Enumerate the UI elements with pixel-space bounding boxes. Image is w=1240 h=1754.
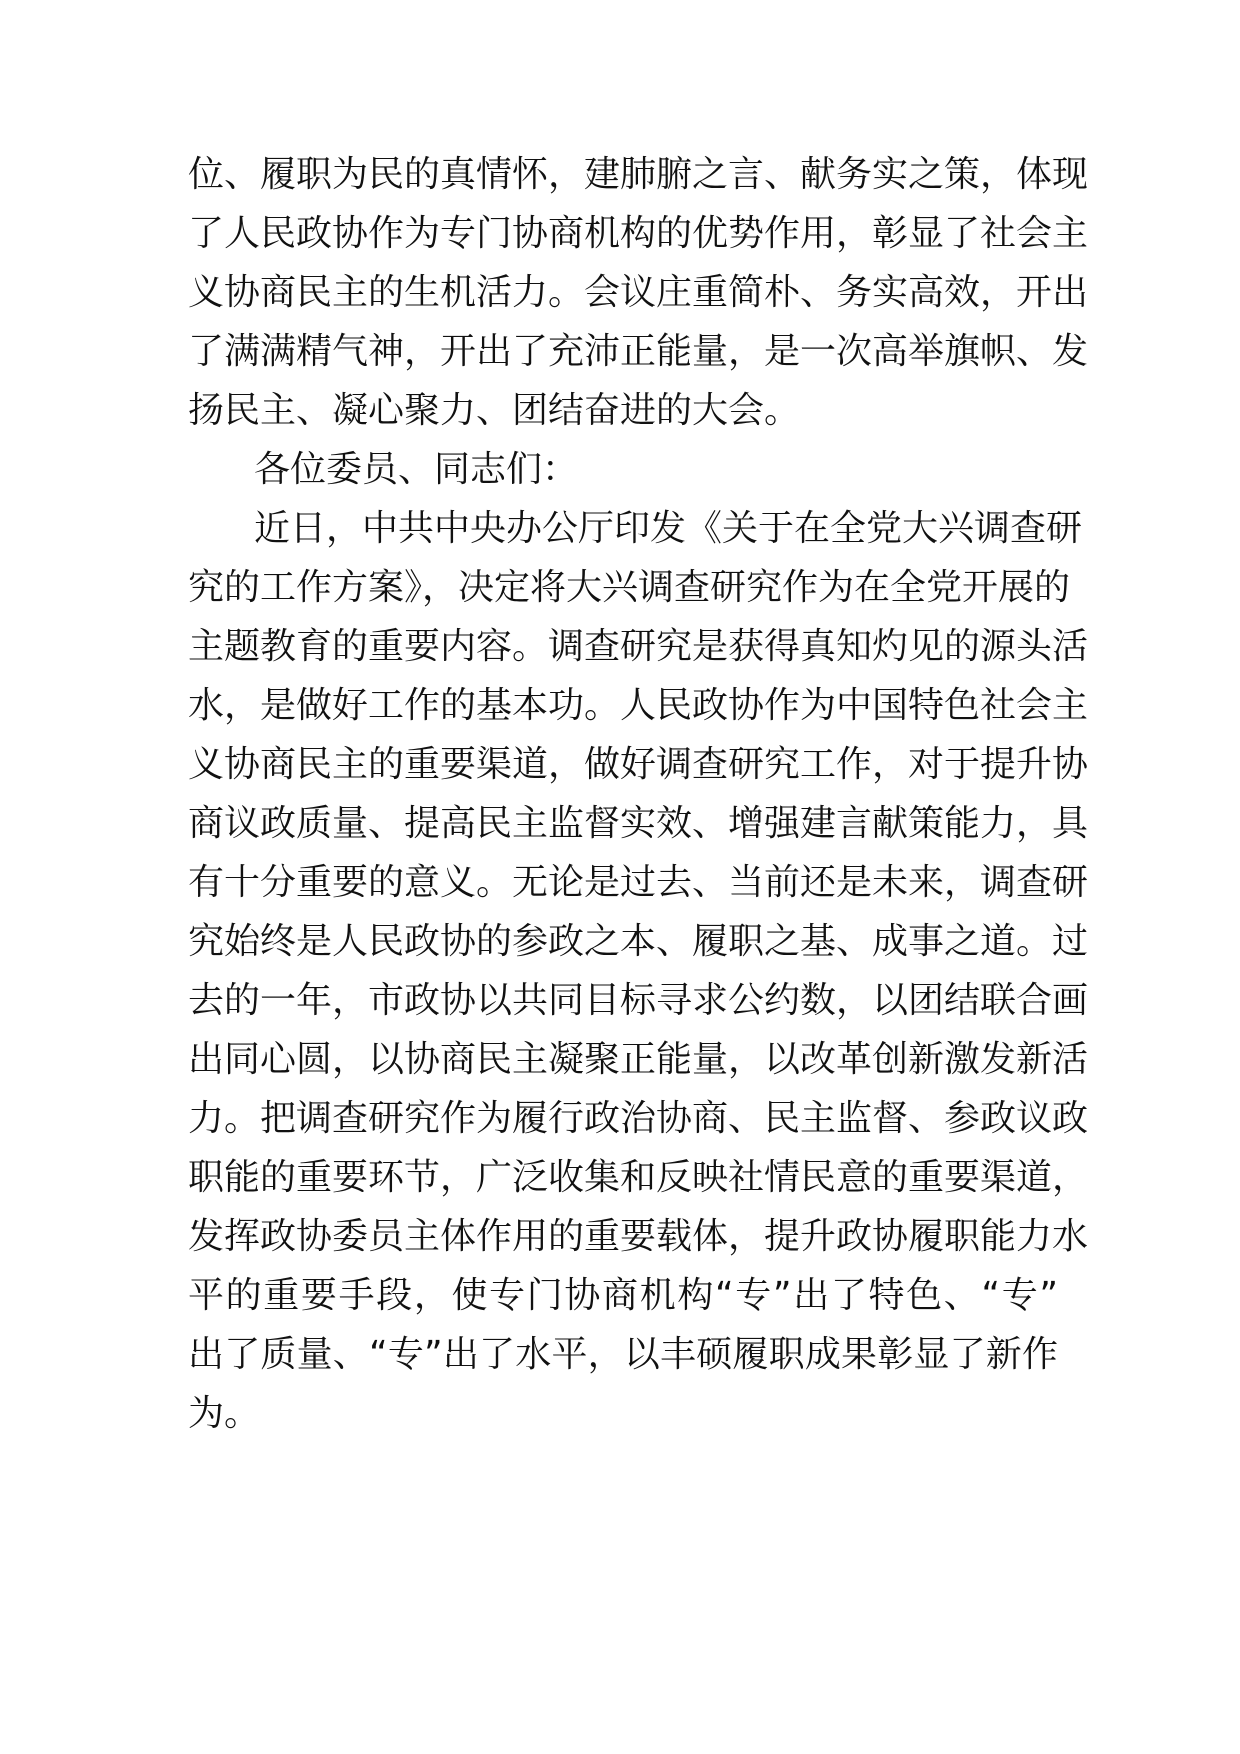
paragraph-1-line-1: 位、履职为民的真情怀，建肺腑之言、献务实之策，体现 [188, 154, 1089, 195]
paragraph-1-line-5: 扬民主、凝心聚力、团结奋进的大会。 [188, 390, 801, 431]
paragraph-2-line-2: 究的工作方案》，决定将大兴调查研究作为在全党开展的 [188, 567, 1071, 608]
paragraph-2-line-1: 近日，中共中央办公厅印发《关于在全党大兴调查研 [254, 508, 1083, 549]
paragraph-2-line-3: 主题教育的重要内容。调查研究是获得真知灼见的源头活 [188, 626, 1089, 667]
paragraph-2-line-4: 水，是做好工作的基本功。人民政协作为中国特色社会主 [188, 685, 1089, 726]
paragraph-1-line-2: 了人民政协作为专门协商机构的优势作用，彰显了社会主 [188, 213, 1089, 254]
paragraph-2-line-15: 出了质量、“专”出了水平，以丰硕履职成果彰显了新作 [188, 1334, 1058, 1375]
paragraph-2-line-5: 义协商民主的重要渠道，做好调查研究工作，对于提升协 [188, 744, 1089, 785]
paragraph-1-line-4: 了满满精气神，开出了充沛正能量，是一次高举旗帜、发 [188, 331, 1089, 372]
salutation: 各位委员、同志们： [254, 449, 579, 490]
paragraph-2-line-14: 平的重要手段，使专门协商机构“专”出了特色、“专” [188, 1275, 1058, 1316]
paragraph-2-line-12: 职能的重要环节，广泛收集和反映社情民意的重要渠道， [188, 1157, 1089, 1198]
paragraph-2-line-9: 去的一年，市政协以共同目标寻求公约数，以团结联合画 [188, 980, 1089, 1021]
paragraph-2-line-7: 有十分重要的意义。无论是过去、当前还是未来，调查研 [188, 862, 1089, 903]
paragraph-2-line-16: 为。 [188, 1393, 261, 1434]
paragraph-2-line-10: 出同心圆，以协商民主凝聚正能量，以改革创新激发新活 [188, 1039, 1089, 1080]
paragraph-2-line-13: 发挥政协委员主体作用的重要载体，提升政协履职能力水 [188, 1216, 1089, 1257]
paragraph-1-line-3: 义协商民主的生机活力。会议庄重简朴、务实高效，开出 [188, 272, 1089, 313]
paragraph-2-line-6: 商议政质量、提高民主监督实效、增强建言献策能力，具 [188, 803, 1089, 844]
paragraph-2-line-11: 力。把调查研究作为履行政治协商、民主监督、参政议政 [188, 1098, 1089, 1139]
paragraph-2-line-8: 究始终是人民政协的参政之本、履职之基、成事之道。过 [188, 921, 1089, 962]
